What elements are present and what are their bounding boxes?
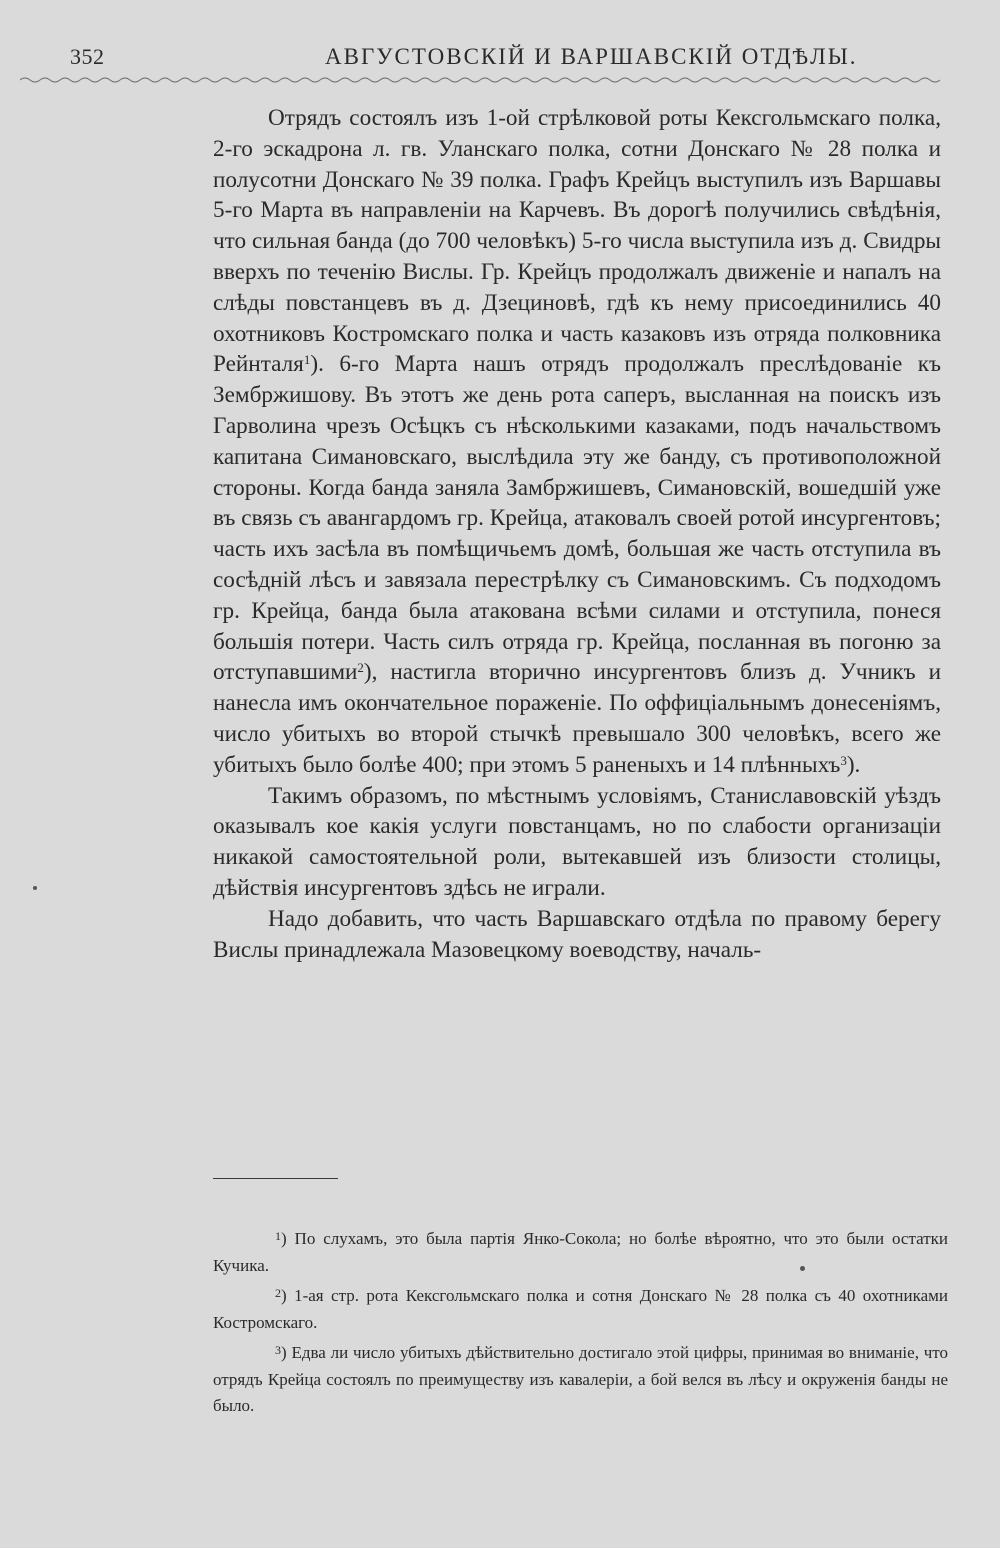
footnote-3-text: ) Едва ли число убитыхъ дѣйствительно достигало этой цифры, принимая во вниманіе, что отрядъ Крейца состоялъ по преимуществу изъ кавалеріи, а бой велся въ лѣсу и окруженія банды не было. <box>213 1343 948 1415</box>
footnote-ref-1: 1 <box>303 352 311 368</box>
footnote-1 <box>213 1226 948 1279</box>
paragraph-1-text-b: ). 6-го Марта нашъ отрядъ продолжалъ преслѣдованіе къ Зембржишову. Въ этотъ же день рота саперъ, высланная на поискъ изъ Гарволина чрезъ Осѣцкъ съ нѣсколькими казаками, подъ начальствомъ капитана Симановскаго, выслѣдила эту же банду, съ противоположной стороны. Когда банда заняла Замбржишевъ, Симановскій, вошедшій уже въ связь съ авангардомъ гр. Крейца, атаковалъ своей ротой инсургентовъ; часть ихъ засѣла въ помѣщичьемъ домѣ, большая же часть отступила въ сосѣдній лѣсъ и завязала перестрѣлку съ Симановскимъ. Съ подходомъ гр. Крейца, банда была атакована всѣми силами и отступила, понеся большія потери. Часть силъ отряда гр. Крейца, посланная въ погоню за отступавшими <box>213 351 941 686</box>
page-header <box>70 40 950 80</box>
footnote-1-mark: 1 <box>275 1229 281 1243</box>
running-title: АВГУСТОВСКІЙ И ВАРШАВСКІЙ ОТДѢЛЫ. <box>325 44 858 69</box>
main-text <box>213 103 941 965</box>
footnote-rule <box>213 1178 338 1179</box>
paragraph-1-text-d: ). <box>846 751 861 778</box>
footnote-ref-2: 2 <box>357 660 364 676</box>
footnote-2 <box>213 1283 948 1336</box>
footnote-2-text: ) 1-ая стр. рота Кексгольмскаго полка и сотня Донскаго № 28 полка съ 40 охотниками Костромскаго. <box>213 1286 948 1332</box>
paragraph-1-text-c: ), настигла вторично инсургентовъ близъ д. Учникъ и нанесла имъ окончательное пораженіе. По оффиціальнымъ донесеніямъ, число убитыхъ во второй стычкѣ превышало 300 человѣкъ, всего же убитыхъ было болѣе 400; при этомъ 5 раненыхъ и 14 плѣнныхъ <box>213 659 941 778</box>
footnote-3 <box>213 1340 948 1420</box>
footnote-ref-3: 3 <box>840 752 847 768</box>
footnote-3-mark: 3 <box>275 1343 281 1357</box>
footnote-2-mark: 2 <box>275 1286 281 1300</box>
footnote-1-text: ) По слухамъ, это была партія Янко-Сокола; но болѣе вѣроятно, что это были остатки Кучика. <box>213 1229 948 1275</box>
paper-speck <box>800 1266 805 1271</box>
paragraph-2: Такимъ образомъ, по мѣстнымъ условіямъ, Станиславовскій уѣздъ оказывалъ кое какія услуги повстанцамъ, но по слабости организаціи никакой самостоятельной роли, вытекавшей изъ близости столицы, дѣйствія инсургентовъ здѣсь не играли. <box>213 782 941 901</box>
footnotes <box>213 1226 948 1424</box>
paper-speck <box>33 886 37 890</box>
paragraph-3: Надо добавить, что часть Варшавскаго отдѣла по правому берегу Вислы принадлежала Мазовецкому воеводству, началь- <box>213 905 941 963</box>
paragraph-1 <box>213 103 941 781</box>
header-wavy-rule <box>20 75 945 85</box>
page-number: 352 <box>70 44 105 69</box>
paragraph-1-text-a: Отрядъ состоялъ изъ 1-ой стрѣлковой роты Кексгольмскаго полка, 2-го эскадрона л. гв. Уланскаго полка, сотни Донскаго № 28 полка и полусотни Донскаго № 39 полка. Графъ Крейцъ выступилъ изъ Варшавы 5-го Марта въ направленіи на Карчевъ. Въ дорогѣ получились свѣдѣнія, что сильная банда (до 700 человѣкъ) 5-го числа выступила изъ д. Свидры вверхъ по теченію Вислы. Гр. Крейцъ продолжалъ движеніе и напалъ на слѣды повстанцевъ въ д. Дзециновѣ, гдѣ къ нему присоединились 40 охотниковъ Костромскаго полка и часть казаковъ изъ отряда полковника Рейнталя <box>213 105 941 378</box>
